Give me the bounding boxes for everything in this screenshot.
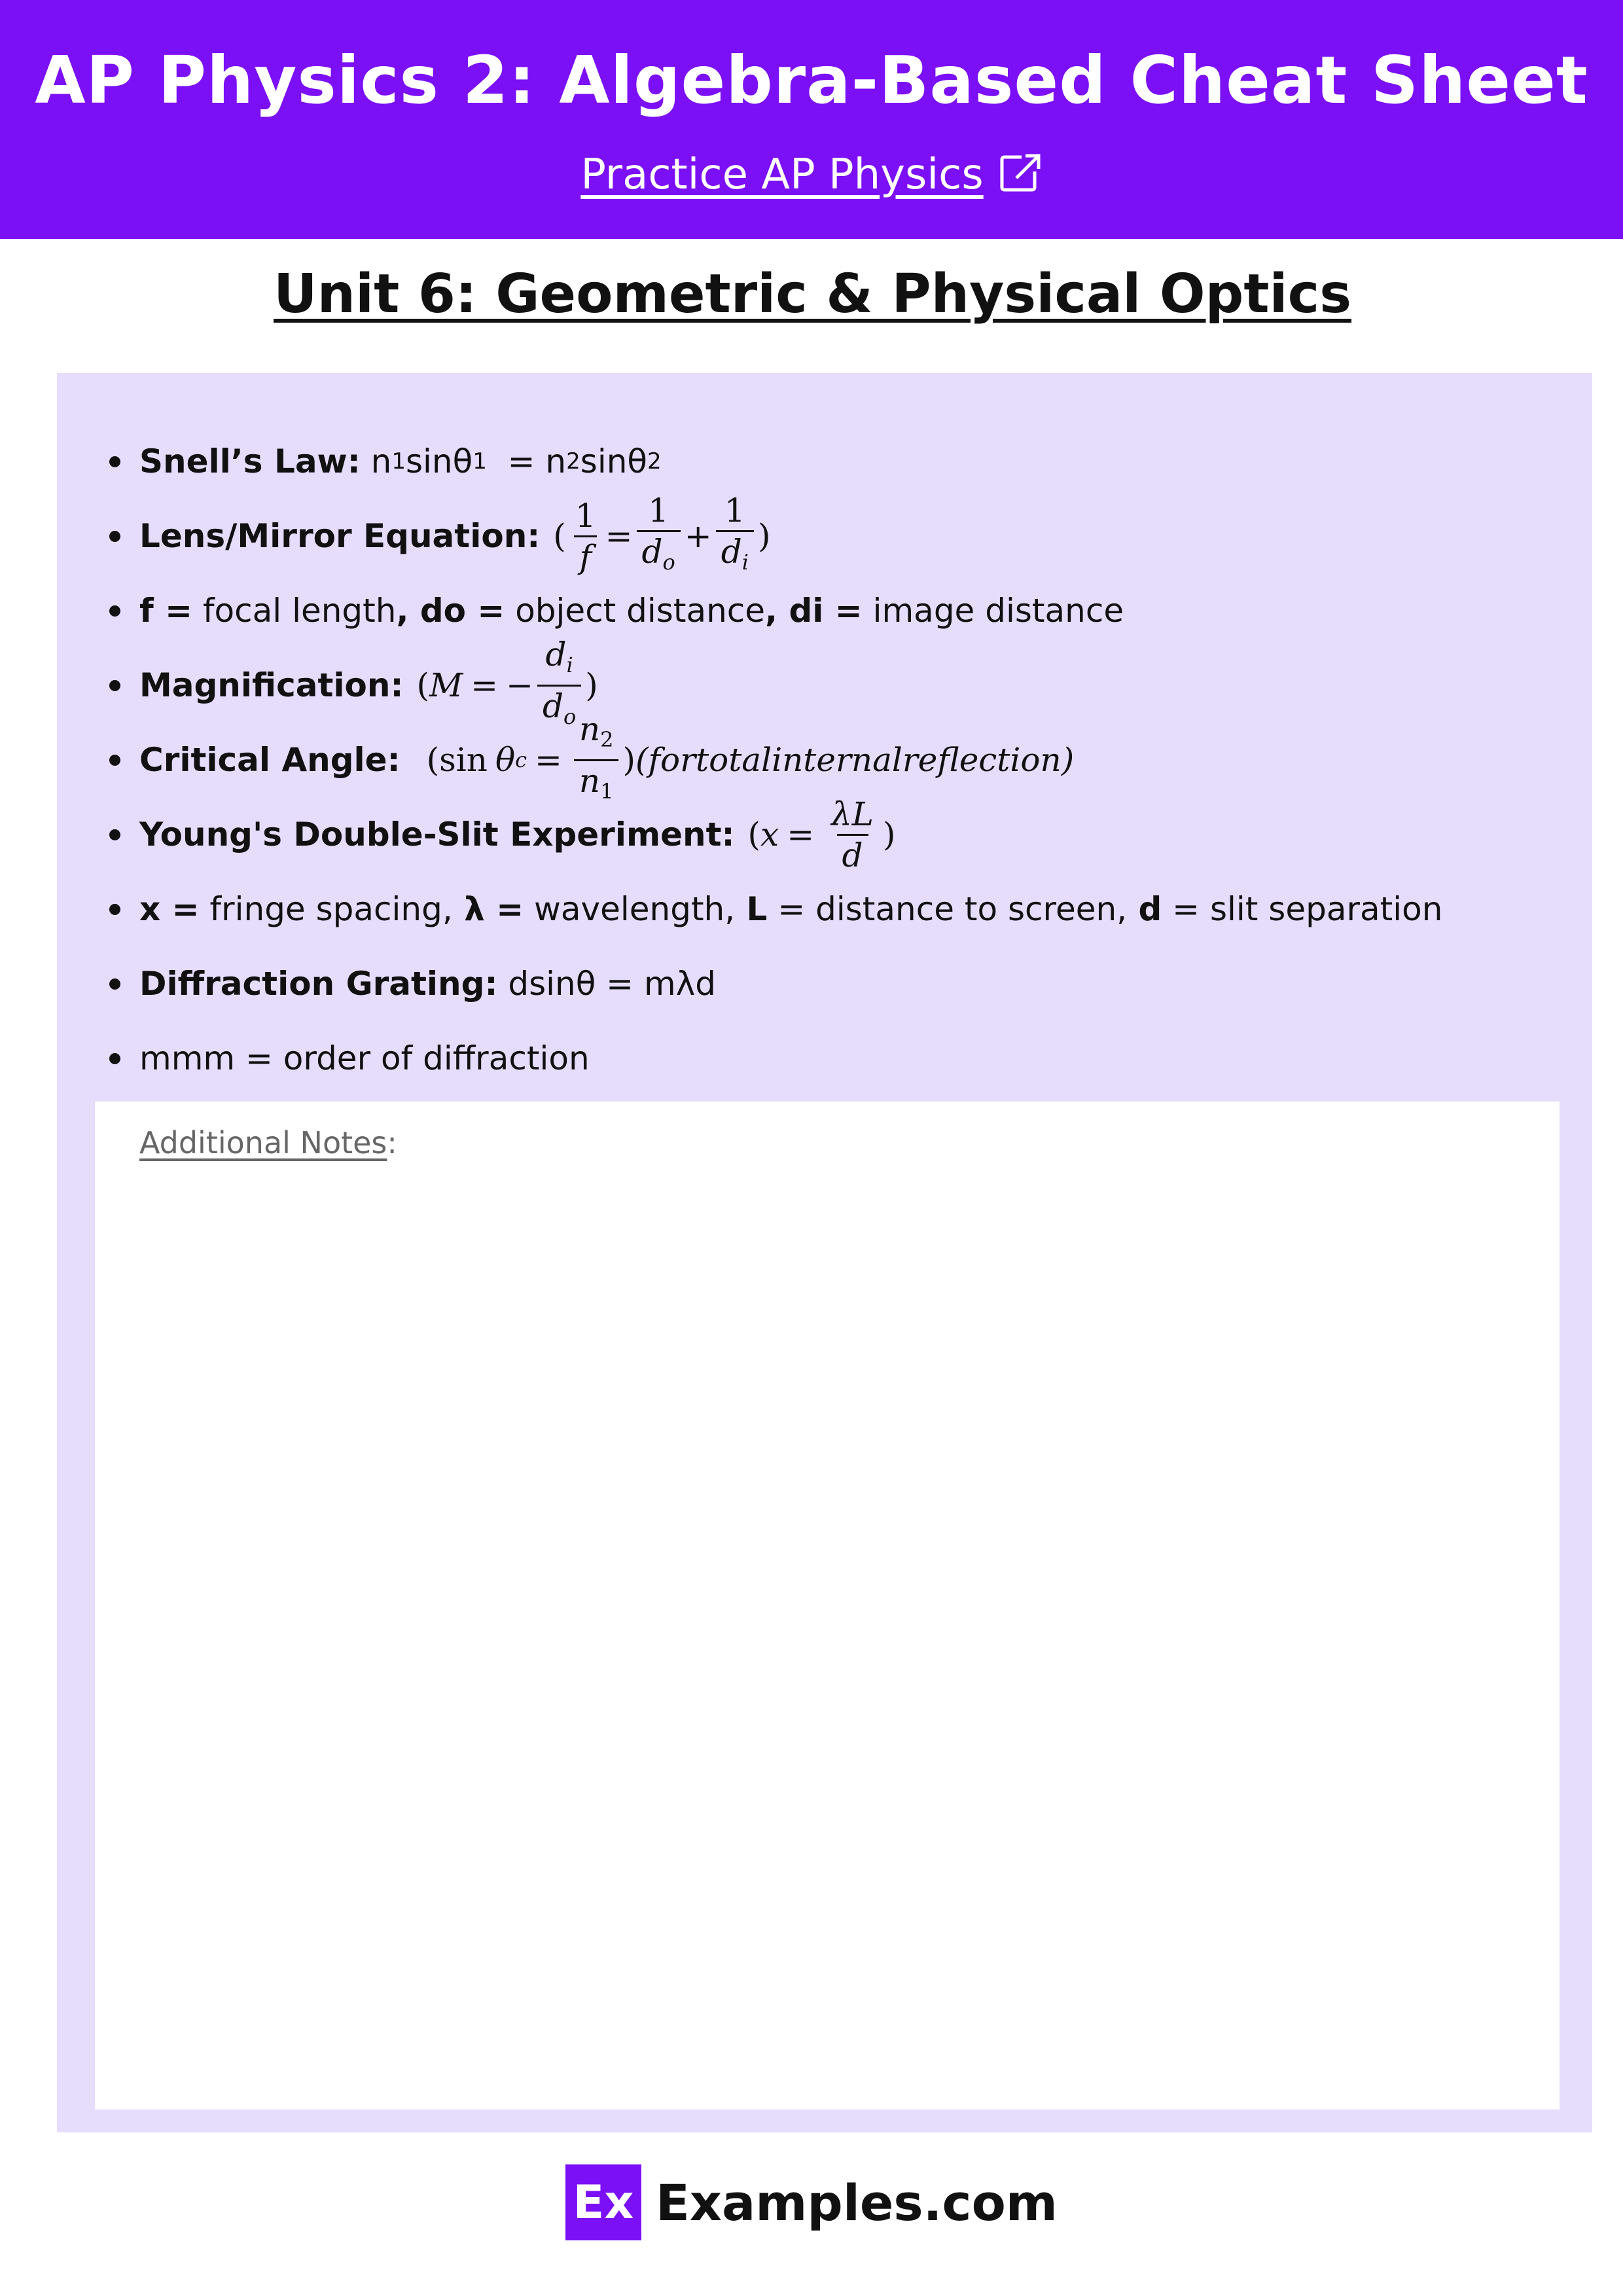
subscript: 2 bbox=[647, 448, 662, 475]
practice-link-row bbox=[0, 145, 1623, 209]
formula-text: mmm = order of diffraction bbox=[139, 1039, 590, 1077]
double-slit-equation bbox=[747, 797, 895, 872]
page-title: AP Physics 2: Algebra-Based Cheat Sheet bbox=[35, 42, 1588, 118]
numerator bbox=[574, 709, 619, 759]
numerator: 1 bbox=[724, 491, 745, 529]
term-label: x = bbox=[139, 890, 200, 928]
fraction bbox=[716, 493, 754, 579]
symbol: x bbox=[760, 816, 779, 853]
bullet-dot bbox=[109, 904, 120, 915]
formula-text: n bbox=[360, 442, 392, 480]
paren: ) bbox=[585, 666, 598, 704]
term-text: wavelength, bbox=[524, 890, 736, 928]
notes-label bbox=[139, 1125, 397, 1160]
term-label: , di = bbox=[765, 592, 863, 630]
term-text: image distance bbox=[862, 592, 1124, 630]
header-banner bbox=[0, 0, 1623, 239]
term-label: λ = bbox=[452, 890, 524, 928]
operator: = bbox=[471, 666, 499, 704]
notes-label-colon: : bbox=[387, 1125, 397, 1160]
bullet-dot bbox=[109, 456, 120, 467]
footer bbox=[0, 2163, 1623, 2242]
unit-title: Unit 6: Geometric & Physical Optics bbox=[274, 263, 1352, 325]
symbol: d bbox=[542, 687, 563, 725]
paren: ( bbox=[747, 816, 760, 853]
additional-notes-area[interactable] bbox=[95, 1102, 1560, 2109]
subscript: 2 bbox=[566, 448, 580, 475]
brand-logo: Ex bbox=[565, 2164, 641, 2240]
term-label: d bbox=[1127, 890, 1162, 928]
term-text: fringe spacing, bbox=[199, 890, 453, 928]
item-label: Lens/Mirror Equation: bbox=[139, 517, 541, 555]
term-text: = slit separation bbox=[1162, 890, 1443, 928]
operator: − bbox=[506, 666, 533, 704]
external-link-icon[interactable] bbox=[998, 151, 1043, 209]
bullet-dot bbox=[109, 680, 120, 691]
critical-angle-equation bbox=[426, 709, 1075, 808]
term-label: , do = bbox=[396, 592, 505, 630]
formula-text: sinθ bbox=[580, 442, 647, 480]
subscript: i bbox=[741, 549, 749, 575]
bullet-dot bbox=[109, 829, 120, 840]
list-item-youngs-double-slit bbox=[109, 797, 1575, 872]
operator: + bbox=[684, 517, 712, 555]
denominator: d bbox=[837, 834, 868, 872]
bullet-dot bbox=[109, 755, 120, 766]
paren: ) bbox=[883, 816, 896, 853]
list-item-lens-mirror-equation bbox=[109, 491, 1575, 576]
term-text: = distance to screen, bbox=[767, 890, 1128, 928]
list-item-snells-law bbox=[109, 424, 1575, 499]
paren: ) bbox=[757, 517, 771, 555]
item-label: Diffraction Grating: bbox=[139, 965, 498, 1003]
notes-label-text: Additional Notes bbox=[139, 1125, 387, 1160]
formula-text: sinθ bbox=[405, 442, 473, 480]
symbol: d bbox=[721, 532, 742, 571]
function: sin bbox=[439, 741, 488, 779]
symbol: n bbox=[579, 709, 601, 748]
item-label: Young's Double-Slit Experiment: bbox=[139, 816, 735, 853]
numerator: λL bbox=[831, 795, 874, 833]
paren: ( bbox=[416, 666, 429, 704]
item-label: Critical Angle: bbox=[139, 741, 401, 779]
symbol: M bbox=[429, 666, 463, 704]
term-text: object distance bbox=[505, 592, 766, 630]
denominator bbox=[716, 530, 754, 579]
fraction bbox=[826, 797, 879, 872]
list-item-critical-angle bbox=[109, 709, 1575, 804]
fraction bbox=[637, 493, 681, 579]
bullet-dot bbox=[109, 531, 120, 542]
denominator: f bbox=[574, 535, 597, 574]
numerator: 1 bbox=[575, 496, 596, 535]
list-item-order-of-diffraction bbox=[109, 1021, 1575, 1096]
symbol: d bbox=[545, 635, 567, 673]
denominator bbox=[637, 530, 681, 579]
subscript: 1 bbox=[600, 778, 614, 804]
symbol: d bbox=[641, 532, 663, 571]
condition-text: (fortotalinternalreflection) bbox=[635, 741, 1075, 779]
symbol: θ bbox=[495, 741, 516, 779]
subscript: 2 bbox=[600, 726, 614, 752]
bullet-dot bbox=[109, 978, 120, 990]
item-label: Snell’s Law: bbox=[139, 442, 361, 480]
operator: = bbox=[787, 816, 815, 853]
numerator: 1 bbox=[648, 491, 669, 529]
subscript: i bbox=[566, 652, 573, 677]
subscript: o bbox=[662, 549, 675, 575]
list-item-diffraction-grating bbox=[109, 946, 1575, 1021]
paren: ( bbox=[426, 741, 440, 779]
subscript: 1 bbox=[473, 448, 487, 475]
term-label: L bbox=[735, 890, 768, 928]
practice-link[interactable]: Practice AP Physics bbox=[580, 151, 984, 199]
bullet-dot bbox=[109, 605, 120, 617]
numerator bbox=[541, 637, 579, 685]
symbol: n bbox=[579, 761, 601, 800]
brand-name: Examples.com bbox=[656, 2173, 1058, 2232]
term-label: f = bbox=[139, 592, 193, 630]
subscript: c bbox=[515, 747, 527, 772]
subscript: o bbox=[563, 704, 577, 729]
paren: ( bbox=[553, 517, 566, 555]
subscript: 1 bbox=[391, 448, 406, 475]
fraction bbox=[574, 709, 619, 808]
lens-equation bbox=[553, 493, 770, 579]
operator: = bbox=[535, 741, 562, 779]
term-text: focal length bbox=[192, 592, 397, 630]
item-label: Magnification: bbox=[139, 666, 404, 704]
formula-text: dsinθ = mλd bbox=[497, 965, 717, 1003]
operator: = bbox=[605, 517, 633, 555]
fraction bbox=[570, 496, 601, 576]
paren: ) bbox=[622, 741, 635, 779]
formula-text: = n bbox=[486, 442, 567, 480]
list-item-double-slit-definitions bbox=[109, 872, 1575, 946]
bullet-dot bbox=[109, 1053, 120, 1064]
list-item-lens-definitions bbox=[109, 573, 1575, 648]
